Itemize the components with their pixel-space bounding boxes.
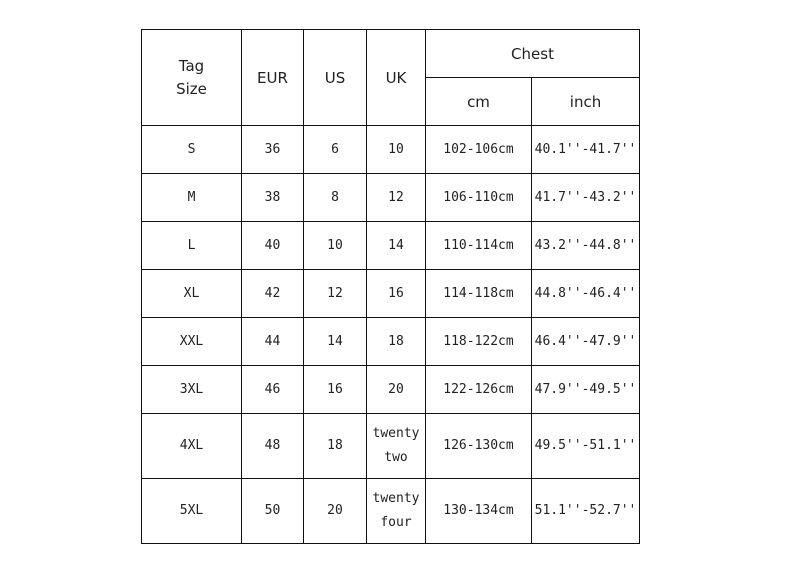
uk-cell-line: 14 <box>388 237 404 253</box>
uk-cell <box>367 222 426 270</box>
tag-size-cell: XL <box>142 270 242 318</box>
header-row <box>142 30 640 78</box>
eur-cell: 48 <box>242 414 304 479</box>
chest-cm-cell: 122-126cm <box>426 366 532 414</box>
eur-cell: 38 <box>242 174 304 222</box>
chest-inch-cell: 43.2''-44.8'' <box>532 222 640 270</box>
chest-inch-cell: 51.1''-52.7'' <box>532 479 640 544</box>
tag-size-cell: S <box>142 126 242 174</box>
tag-size-cell: XXL <box>142 318 242 366</box>
tag-size-cell: 5XL <box>142 479 242 544</box>
table-row <box>142 222 640 270</box>
tag-size-header-line1: Tag <box>178 56 205 75</box>
eur-cell: 36 <box>242 126 304 174</box>
uk-cell <box>367 366 426 414</box>
chest-cm-cell: 102-106cm <box>426 126 532 174</box>
uk-cell-line: 18 <box>388 333 404 349</box>
chest-inch-cell: 49.5''-51.1'' <box>532 414 640 479</box>
chest-cm-cell: 130-134cm <box>426 479 532 544</box>
chest-cm-cell: 110-114cm <box>426 222 532 270</box>
uk-cell <box>367 174 426 222</box>
uk-cell-line: twenty <box>372 426 420 441</box>
uk-cell-line: 10 <box>388 141 404 157</box>
table-row <box>142 414 640 479</box>
uk-cell-line: 20 <box>388 381 404 397</box>
table-body <box>142 126 640 544</box>
uk-cell <box>367 479 426 544</box>
us-cell: 6 <box>304 126 367 174</box>
uk-cell <box>367 318 426 366</box>
uk-cell-line: 12 <box>388 189 404 205</box>
chest-cm-cell: 106-110cm <box>426 174 532 222</box>
tag-size-header-line2: Size <box>176 79 207 98</box>
tag-size-cell: M <box>142 174 242 222</box>
eur-cell: 46 <box>242 366 304 414</box>
table-row <box>142 126 640 174</box>
uk-cell-line: four <box>380 515 412 530</box>
table-row <box>142 318 640 366</box>
us-cell: 10 <box>304 222 367 270</box>
us-cell: 20 <box>304 479 367 544</box>
size-chart-table <box>141 29 640 544</box>
chest-inch-cell: 41.7''-43.2'' <box>532 174 640 222</box>
chest-inch-cell: 47.9''-49.5'' <box>532 366 640 414</box>
us-cell: 12 <box>304 270 367 318</box>
uk-cell <box>367 126 426 174</box>
tag-size-cell: 4XL <box>142 414 242 479</box>
tag-size-cell: L <box>142 222 242 270</box>
us-cell: 14 <box>304 318 367 366</box>
us-cell: 16 <box>304 366 367 414</box>
us-header: US <box>304 30 367 126</box>
uk-cell <box>367 414 426 479</box>
table-row <box>142 174 640 222</box>
table-row <box>142 366 640 414</box>
eur-cell: 40 <box>242 222 304 270</box>
uk-cell-line: two <box>384 450 408 465</box>
table-row <box>142 270 640 318</box>
cm-header: cm <box>426 78 532 126</box>
eur-cell: 44 <box>242 318 304 366</box>
inch-header: inch <box>532 78 640 126</box>
chest-inch-cell: 46.4''-47.9'' <box>532 318 640 366</box>
chest-cm-cell: 114-118cm <box>426 270 532 318</box>
chest-inch-cell: 44.8''-46.4'' <box>532 270 640 318</box>
chest-header: Chest <box>426 30 640 78</box>
uk-cell-line: twenty <box>372 491 420 506</box>
eur-header: EUR <box>242 30 304 126</box>
table-row <box>142 479 640 544</box>
chest-cm-cell: 126-130cm <box>426 414 532 479</box>
tag-size-header <box>142 30 242 126</box>
chest-cm-cell: 118-122cm <box>426 318 532 366</box>
tag-size-cell: 3XL <box>142 366 242 414</box>
eur-cell: 50 <box>242 479 304 544</box>
eur-cell: 42 <box>242 270 304 318</box>
chest-inch-cell: 40.1''-41.7'' <box>532 126 640 174</box>
us-cell: 8 <box>304 174 367 222</box>
us-cell: 18 <box>304 414 367 479</box>
uk-cell-line: 16 <box>388 285 404 301</box>
uk-cell <box>367 270 426 318</box>
uk-header: UK <box>367 30 426 126</box>
